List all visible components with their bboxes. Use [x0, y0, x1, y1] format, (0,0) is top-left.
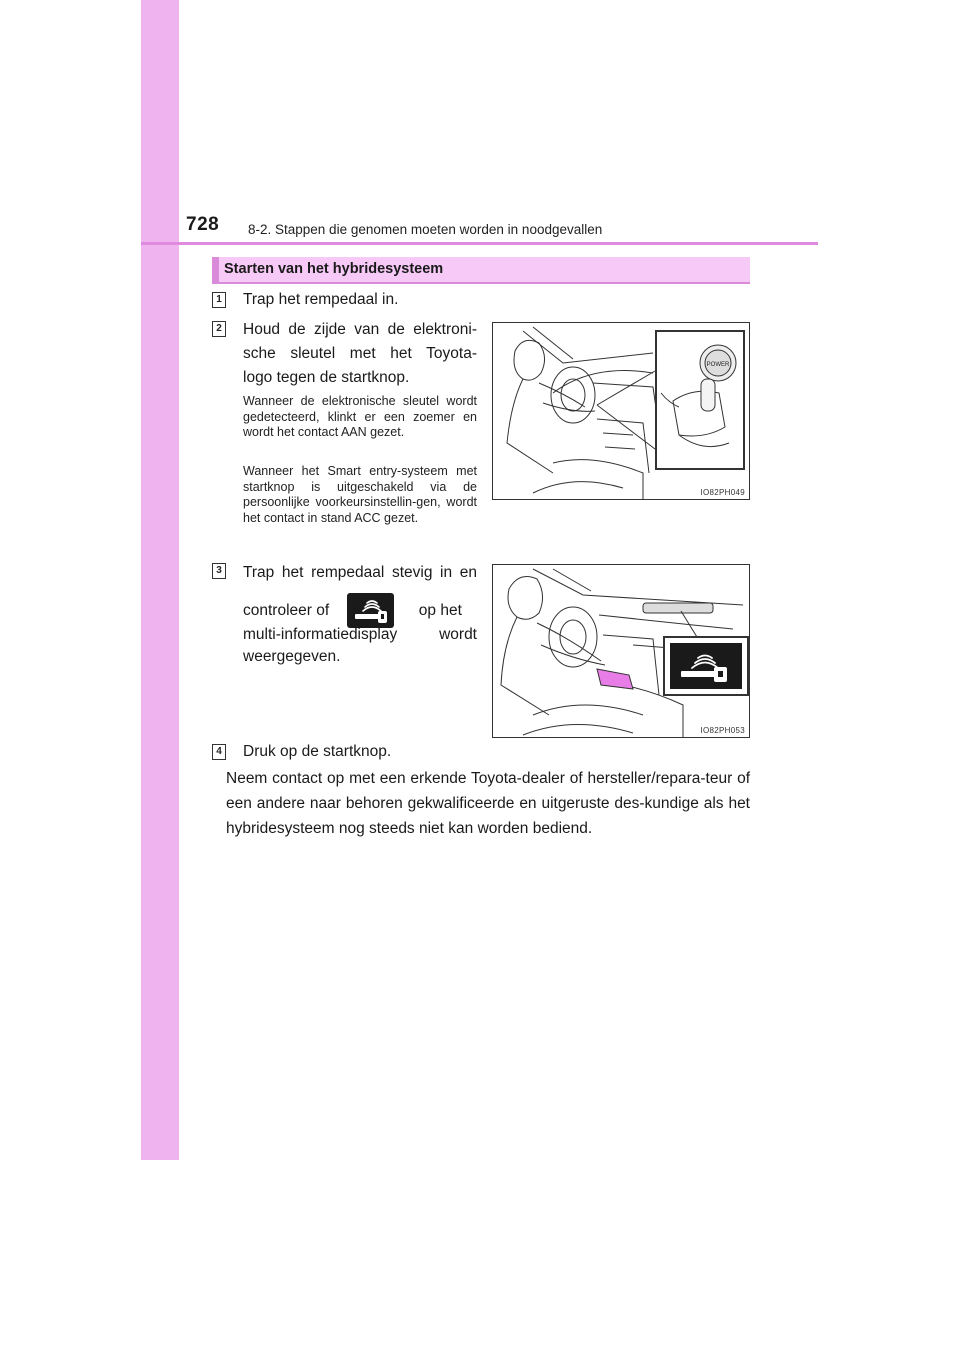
step-2-line-1: Houd de zijde van de elektroni-: [243, 321, 477, 338]
header-divider: [141, 242, 818, 245]
heading-accent-bar: [212, 257, 219, 282]
step-4-text: Druk op de startknop.: [243, 743, 392, 760]
step-1-text: Trap het rempedaal in.: [243, 291, 399, 308]
step-number-3: 3: [212, 563, 226, 579]
figure-code-1: IO82PH049: [700, 488, 745, 497]
figure-code-2: IO82PH053: [700, 726, 745, 735]
step-2-line-3: logo tegen de startknop.: [243, 369, 410, 386]
step-number-4: 4: [212, 744, 226, 760]
driver-display-illustration: [493, 565, 750, 738]
section-heading: [212, 257, 750, 284]
step-2-note-2: Wanneer het Smart entry-systeem met startknop is uitgeschakeld via de persoonlijke voorkeursinstellin-gen, wordt het contact in stand ACC gezet.: [243, 464, 477, 525]
service-advice-paragraph: Neem contact op met een erkende Toyota-dealer of hersteller/repara-teur of een andere naar behoren gekwalificeerde en uitgeruste des-kundige als het hybridesysteem nog steeds niet kan worden bediend.: [226, 770, 750, 837]
step-number-1: 1: [212, 292, 226, 308]
heading-text: Starten van het hybridesysteem: [224, 261, 444, 277]
step-3-line-4: weergegeven.: [243, 648, 341, 665]
step-3-line-1: Trap het rempedaal stevig in en: [243, 564, 477, 581]
driver-start-button-illustration: [493, 323, 750, 500]
power-button-label: POWER: [706, 362, 730, 368]
step-3-text-before: controleer of: [243, 602, 330, 619]
sidebar-tab: [141, 0, 179, 1160]
step-2-note-1: Wanneer de elektronische sleutel wordt gedetecteerd, klinkt er een zoemer en wordt het contact AAN gezet.: [243, 394, 477, 439]
section-title: 8-2. Stappen die genomen moeten worden in noodgevallen: [248, 222, 603, 237]
figure-start-button: [492, 322, 750, 500]
figure-multi-info-display: [492, 564, 750, 738]
step-3-text-after: op het: [418, 602, 462, 619]
page-number: 728: [186, 214, 220, 235]
step-number-2: 2: [212, 321, 226, 337]
step-2-line-2: sche sleutel met het Toyota-: [243, 345, 477, 362]
step-3-line-3: multi-informatiedisplay wordt: [243, 626, 477, 643]
